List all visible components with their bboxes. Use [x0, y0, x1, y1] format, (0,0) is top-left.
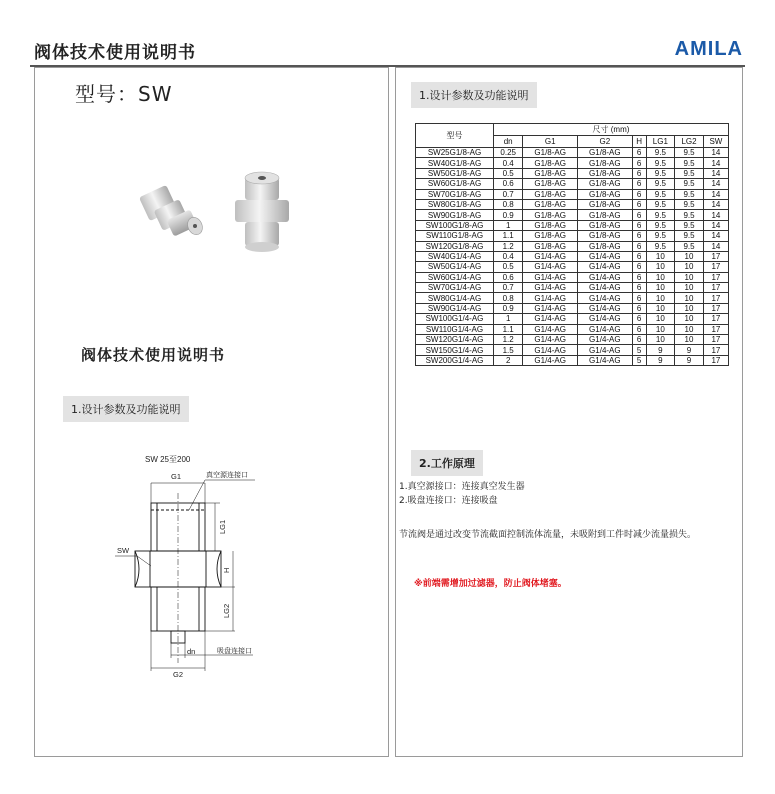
- value-cell: 5: [632, 355, 646, 365]
- model-cell: SW60G1/4-AG: [416, 272, 494, 282]
- value-cell: G1/8-AG: [578, 168, 633, 178]
- principle-list: [399, 480, 739, 508]
- value-cell: G1/4-AG: [523, 283, 578, 293]
- model-cell: SW150G1/4-AG: [416, 345, 494, 355]
- table-row: [416, 283, 729, 293]
- value-cell: G1/4-AG: [523, 262, 578, 272]
- value-cell: 10: [646, 303, 675, 313]
- model-cell: SW60G1/8-AG: [416, 179, 494, 189]
- section-label-params: 1.设计参数及功能说明: [411, 82, 537, 108]
- model-cell: SW80G1/8-AG: [416, 199, 494, 209]
- table-row: [416, 335, 729, 345]
- value-cell: G1/8-AG: [523, 168, 578, 178]
- value-cell: 17: [703, 335, 728, 345]
- value-cell: 17: [703, 303, 728, 313]
- value-cell: G1/4-AG: [523, 251, 578, 261]
- value-cell: G1/8-AG: [578, 210, 633, 220]
- value-cell: 6: [632, 272, 646, 282]
- value-cell: G1/8-AG: [523, 220, 578, 230]
- value-cell: 6: [632, 220, 646, 230]
- value-cell: 14: [703, 168, 728, 178]
- value-cell: 6: [632, 241, 646, 251]
- product-image: [125, 168, 300, 258]
- section-label-principle: 2.工作原理: [411, 450, 483, 476]
- model-cell: SW120G1/4-AG: [416, 335, 494, 345]
- table-row: [416, 293, 729, 303]
- table-row: [416, 199, 729, 209]
- value-cell: 10: [675, 272, 704, 282]
- model-cell: SW100G1/8-AG: [416, 220, 494, 230]
- value-cell: 9.5: [675, 189, 704, 199]
- value-cell: 0.5: [494, 262, 523, 272]
- table-row: [416, 220, 729, 230]
- label-g1: G1: [171, 472, 182, 481]
- table-row: [416, 158, 729, 168]
- value-cell: 0.8: [494, 199, 523, 209]
- value-cell: 6: [632, 158, 646, 168]
- value-cell: G1/8-AG: [578, 158, 633, 168]
- left-panel: [34, 67, 389, 757]
- value-cell: 6: [632, 314, 646, 324]
- table-row: [416, 189, 729, 199]
- value-cell: 6: [632, 293, 646, 303]
- value-cell: 9.5: [646, 179, 675, 189]
- value-cell: 1.1: [494, 324, 523, 334]
- value-cell: 10: [646, 324, 675, 334]
- table-row: [416, 262, 729, 272]
- value-cell: 14: [703, 158, 728, 168]
- value-cell: G1/4-AG: [578, 272, 633, 282]
- label-g2: G2: [173, 670, 184, 679]
- model-cell: SW80G1/4-AG: [416, 293, 494, 303]
- value-cell: 17: [703, 345, 728, 355]
- value-cell: 9.5: [675, 179, 704, 189]
- value-cell: 10: [646, 251, 675, 261]
- value-cell: G1/4-AG: [523, 345, 578, 355]
- table-row: [416, 210, 729, 220]
- value-cell: G1/8-AG: [523, 158, 578, 168]
- table-header-dims: 尺寸 (mm): [494, 124, 729, 136]
- model-cell: SW70G1/8-AG: [416, 189, 494, 199]
- value-cell: 17: [703, 283, 728, 293]
- value-cell: 2: [494, 355, 523, 365]
- value-cell: 0.9: [494, 210, 523, 220]
- value-cell: 9.5: [646, 199, 675, 209]
- value-cell: 14: [703, 231, 728, 241]
- col-header: G2: [578, 136, 633, 148]
- manual-title: 阀体技术使用说明书: [81, 346, 226, 364]
- value-cell: 9.5: [646, 231, 675, 241]
- value-cell: G1/4-AG: [523, 293, 578, 303]
- value-cell: G1/4-AG: [578, 345, 633, 355]
- label-cup-port: 吸盘连接口: [217, 648, 252, 655]
- value-cell: 9.5: [675, 158, 704, 168]
- value-cell: 9.5: [646, 210, 675, 220]
- value-cell: 10: [675, 262, 704, 272]
- model-cell: SW120G1/8-AG: [416, 241, 494, 251]
- principle-line: 1.真空源接口：连接真空发生器: [399, 482, 525, 492]
- value-cell: 6: [632, 210, 646, 220]
- value-cell: 0.9: [494, 303, 523, 313]
- value-cell: 17: [703, 251, 728, 261]
- value-cell: 9.5: [646, 148, 675, 158]
- value-cell: 6: [632, 262, 646, 272]
- value-cell: 1.2: [494, 241, 523, 251]
- value-cell: 6: [632, 231, 646, 241]
- value-cell: G1/8-AG: [578, 220, 633, 230]
- value-cell: 10: [675, 293, 704, 303]
- col-header: dn: [494, 136, 523, 148]
- value-cell: 17: [703, 262, 728, 272]
- value-cell: G1/8-AG: [578, 199, 633, 209]
- model-cell: SW90G1/4-AG: [416, 303, 494, 313]
- value-cell: 9: [646, 355, 675, 365]
- model-cell: SW100G1/4-AG: [416, 314, 494, 324]
- value-cell: 9.5: [675, 220, 704, 230]
- value-cell: 6: [632, 189, 646, 199]
- value-cell: 10: [675, 324, 704, 334]
- section-label: 1.设计参数及功能说明: [63, 396, 189, 422]
- principle-line: 2.吸盘连接口：连接吸盘: [399, 496, 498, 506]
- col-header: H: [632, 136, 646, 148]
- table-row: [416, 179, 729, 189]
- label-lg1: LG1: [218, 519, 227, 534]
- value-cell: 10: [646, 314, 675, 324]
- principle-paragraph: 节流阀是通过改变节流截面控制流体流量，未吸附到工件时减少流量损失。: [399, 530, 697, 540]
- value-cell: 6: [632, 179, 646, 189]
- model-cell: SW25G1/8-AG: [416, 148, 494, 158]
- fitting-small: [139, 185, 205, 237]
- label-vacuum-port: 真空源连接口: [206, 472, 248, 479]
- value-cell: 10: [675, 335, 704, 345]
- value-cell: G1/8-AG: [523, 179, 578, 189]
- value-cell: G1/8-AG: [578, 189, 633, 199]
- value-cell: 5: [632, 345, 646, 355]
- value-cell: G1/8-AG: [523, 148, 578, 158]
- table-row: [416, 231, 729, 241]
- value-cell: 9.5: [646, 189, 675, 199]
- value-cell: 0.7: [494, 189, 523, 199]
- value-cell: G1/8-AG: [578, 231, 633, 241]
- value-cell: 0.25: [494, 148, 523, 158]
- value-cell: 17: [703, 293, 728, 303]
- value-cell: G1/4-AG: [578, 283, 633, 293]
- value-cell: 1.2: [494, 335, 523, 345]
- value-cell: 0.6: [494, 179, 523, 189]
- spec-table: [415, 123, 729, 366]
- value-cell: 9.5: [646, 241, 675, 251]
- value-cell: 14: [703, 241, 728, 251]
- value-cell: 1: [494, 314, 523, 324]
- value-cell: 9: [675, 355, 704, 365]
- label-sw: SW: [117, 546, 130, 555]
- table-row: [416, 303, 729, 313]
- value-cell: 6: [632, 251, 646, 261]
- value-cell: 6: [632, 283, 646, 293]
- value-cell: 9.5: [646, 158, 675, 168]
- label-lg2: LG2: [222, 603, 231, 618]
- value-cell: 6: [632, 199, 646, 209]
- model-cell: SW50G1/8-AG: [416, 168, 494, 178]
- label-h: H: [222, 567, 231, 573]
- value-cell: G1/8-AG: [578, 179, 633, 189]
- model-cell: SW40G1/8-AG: [416, 158, 494, 168]
- value-cell: G1/8-AG: [578, 148, 633, 158]
- col-header: SW: [703, 136, 728, 148]
- technical-drawing: [105, 448, 285, 708]
- right-panel: [395, 67, 743, 757]
- model-cell: SW110G1/8-AG: [416, 231, 494, 241]
- value-cell: 0.4: [494, 251, 523, 261]
- value-cell: 1.1: [494, 231, 523, 241]
- value-cell: 10: [675, 303, 704, 313]
- model-cell: SW200G1/4-AG: [416, 355, 494, 365]
- value-cell: 10: [646, 262, 675, 272]
- table-row: [416, 168, 729, 178]
- value-cell: G1/4-AG: [523, 324, 578, 334]
- col-header: LG2: [675, 136, 704, 148]
- col-header: LG1: [646, 136, 675, 148]
- value-cell: 14: [703, 220, 728, 230]
- drawing-title: SW 25至200: [145, 455, 191, 464]
- table-row: [416, 345, 729, 355]
- value-cell: 1.5: [494, 345, 523, 355]
- value-cell: G1/4-AG: [578, 314, 633, 324]
- value-cell: G1/4-AG: [578, 355, 633, 365]
- value-cell: 0.4: [494, 158, 523, 168]
- value-cell: G1/4-AG: [578, 303, 633, 313]
- model-cell: SW90G1/8-AG: [416, 210, 494, 220]
- table-row: [416, 355, 729, 365]
- value-cell: 0.6: [494, 272, 523, 282]
- value-cell: 9.5: [675, 241, 704, 251]
- value-cell: G1/8-AG: [523, 199, 578, 209]
- value-cell: 6: [632, 335, 646, 345]
- value-cell: G1/4-AG: [523, 335, 578, 345]
- value-cell: G1/4-AG: [523, 303, 578, 313]
- value-cell: 1: [494, 220, 523, 230]
- model-cell: SW50G1/4-AG: [416, 262, 494, 272]
- value-cell: 9.5: [646, 220, 675, 230]
- value-cell: 10: [646, 283, 675, 293]
- value-cell: G1/4-AG: [578, 335, 633, 345]
- value-cell: G1/4-AG: [523, 355, 578, 365]
- model-heading: 型号：SW: [75, 82, 173, 106]
- value-cell: 9: [675, 345, 704, 355]
- value-cell: G1/4-AG: [523, 272, 578, 282]
- value-cell: 6: [632, 303, 646, 313]
- table-row: [416, 272, 729, 282]
- table-row: [416, 251, 729, 261]
- value-cell: G1/8-AG: [578, 241, 633, 251]
- model-cell: SW110G1/4-AG: [416, 324, 494, 334]
- value-cell: 17: [703, 324, 728, 334]
- value-cell: 14: [703, 179, 728, 189]
- value-cell: G1/4-AG: [578, 262, 633, 272]
- value-cell: 10: [646, 272, 675, 282]
- table-row: [416, 241, 729, 251]
- table-row: [416, 148, 729, 158]
- value-cell: 14: [703, 199, 728, 209]
- value-cell: 14: [703, 148, 728, 158]
- value-cell: G1/4-AG: [578, 251, 633, 261]
- value-cell: 0.5: [494, 168, 523, 178]
- col-header: G1: [523, 136, 578, 148]
- value-cell: 10: [675, 251, 704, 261]
- value-cell: G1/4-AG: [578, 324, 633, 334]
- value-cell: G1/8-AG: [523, 231, 578, 241]
- value-cell: 6: [632, 148, 646, 158]
- table-body: [416, 148, 729, 366]
- model-cell: SW40G1/4-AG: [416, 251, 494, 261]
- value-cell: 10: [675, 283, 704, 293]
- table-row: [416, 324, 729, 334]
- value-cell: 6: [632, 324, 646, 334]
- value-cell: 9.5: [675, 148, 704, 158]
- value-cell: 10: [646, 335, 675, 345]
- value-cell: 9.5: [675, 231, 704, 241]
- table-header-model: 型号: [416, 124, 494, 148]
- value-cell: 14: [703, 210, 728, 220]
- value-cell: 9.5: [675, 168, 704, 178]
- value-cell: 17: [703, 355, 728, 365]
- value-cell: G1/4-AG: [578, 293, 633, 303]
- value-cell: 17: [703, 272, 728, 282]
- value-cell: G1/8-AG: [523, 241, 578, 251]
- table-row: [416, 314, 729, 324]
- model-cell: SW70G1/4-AG: [416, 283, 494, 293]
- value-cell: G1/8-AG: [523, 189, 578, 199]
- value-cell: 14: [703, 189, 728, 199]
- warning-note: ※前端需增加过滤器，防止阀体堵塞。: [414, 579, 567, 589]
- value-cell: 9.5: [675, 199, 704, 209]
- value-cell: 17: [703, 314, 728, 324]
- value-cell: G1/4-AG: [523, 314, 578, 324]
- value-cell: 0.8: [494, 293, 523, 303]
- document-title: 阀体技术使用说明书: [34, 43, 196, 63]
- value-cell: 9.5: [646, 168, 675, 178]
- value-cell: G1/8-AG: [523, 210, 578, 220]
- value-cell: 9: [646, 345, 675, 355]
- value-cell: 10: [675, 314, 704, 324]
- value-cell: 0.7: [494, 283, 523, 293]
- label-dn: dn: [187, 647, 196, 656]
- value-cell: 9.5: [675, 210, 704, 220]
- fitting-large: [235, 172, 289, 252]
- brand-logo: AMILA: [674, 38, 743, 60]
- value-cell: 6: [632, 168, 646, 178]
- value-cell: 10: [646, 293, 675, 303]
